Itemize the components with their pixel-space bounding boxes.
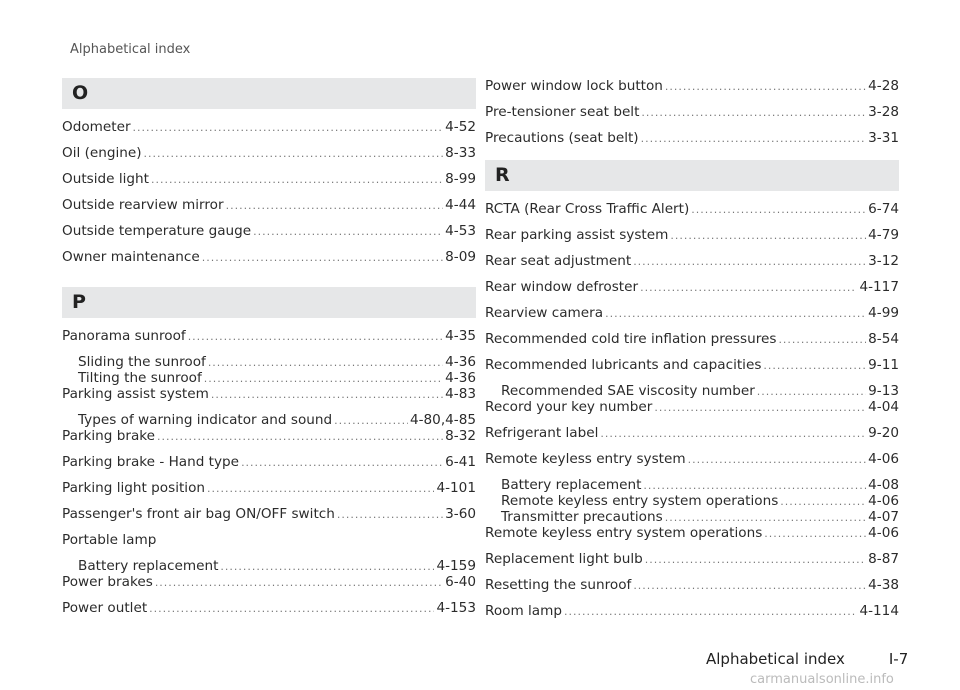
index-entry-page: 4-80,4-85: [409, 412, 476, 428]
index-entry-page: 4-06: [868, 451, 899, 467]
dot-leader: [641, 132, 867, 145]
index-entry-label: Remote keyless entry system: [485, 451, 686, 467]
index-entry-label: Parking brake: [62, 428, 156, 444]
index-entry: [485, 279, 899, 305]
index-entry-page: 8-32: [445, 428, 476, 444]
dot-leader: [670, 229, 866, 242]
index-entry: [62, 171, 476, 197]
index-entry-page: 4-06: [868, 525, 899, 541]
index-entry-page: 8-87: [868, 551, 899, 567]
watermark: carmanualsonline.info: [750, 672, 894, 687]
index-entry-label: Odometer: [62, 119, 131, 135]
dot-leader: [764, 527, 866, 540]
index-entry: [485, 383, 899, 399]
index-entry: [485, 78, 899, 104]
dot-leader: [211, 388, 443, 401]
index-entry: [485, 425, 899, 451]
dot-leader: [334, 414, 408, 427]
index-entry-label: Power outlet: [62, 600, 148, 616]
index-entry-page: 4-36: [445, 370, 476, 386]
index-entry-page: 4-04: [868, 399, 899, 415]
index-entry-label: Power brakes: [62, 574, 153, 590]
dot-leader: [188, 330, 443, 343]
index-entry: [485, 493, 899, 509]
index-entry: [485, 201, 899, 227]
index-entry-label: Recommended SAE viscosity number: [501, 383, 755, 399]
index-entry-label: Power window lock button: [485, 78, 663, 94]
section-letter-p: P: [62, 287, 476, 318]
index-entry-label: Rear parking assist system: [485, 227, 669, 243]
index-entry-label: Transmitter precautions: [501, 509, 663, 525]
index-entry: [485, 509, 899, 525]
index-entry-page: 3-60: [445, 506, 476, 522]
index-entry-page: 4-07: [868, 509, 899, 525]
left-column: [62, 78, 476, 626]
index-entry-page: 4-38: [868, 577, 899, 593]
section-letter-o: O: [62, 78, 476, 109]
index-entry-label: Oil (engine): [62, 145, 142, 161]
index-entry-label: Room lamp: [485, 603, 563, 619]
index-entry-label: Owner maintenance: [62, 249, 200, 265]
index-entry-page: 4-06: [868, 493, 899, 509]
index-entry-page: 4-83: [445, 386, 476, 402]
footer-title: Alphabetical index: [706, 650, 845, 668]
dot-leader: [643, 479, 866, 492]
dot-leader: [202, 251, 443, 264]
right-column: [485, 78, 899, 629]
index-entry: [485, 451, 899, 477]
index-entry-label: Outside temperature gauge: [62, 223, 252, 239]
index-entry-label: Parking light position: [62, 480, 206, 496]
index-entry-label: Pre-tensioner seat belt: [485, 104, 640, 120]
page-number: I-7: [888, 650, 909, 668]
index-entry-page: 8-99: [445, 171, 476, 187]
index-entry-label: Precautions (seat belt): [485, 130, 639, 146]
dot-leader: [207, 482, 434, 495]
index-entry-label: Parking assist system: [62, 386, 209, 402]
index-entry-label: Rear seat adjustment: [485, 253, 632, 269]
index-entry-label: Recommended lubricants and capacities: [485, 357, 762, 373]
index-entry: [62, 249, 476, 275]
dot-leader: [133, 121, 444, 134]
index-entry: [62, 370, 476, 386]
section-letter-r: R: [485, 160, 899, 191]
index-entry-label: Rear window defroster: [485, 279, 639, 295]
dot-leader: [241, 456, 443, 469]
index-entry: [62, 197, 476, 223]
dot-leader: [780, 495, 866, 508]
index-entry-label: Outside rearview mirror: [62, 197, 224, 213]
index-entry: [485, 253, 899, 279]
dot-leader: [778, 333, 866, 346]
index-entry-label: Tilting the sunroof: [78, 370, 202, 386]
index-entry: [485, 130, 899, 156]
index-entry-page: 8-33: [445, 145, 476, 161]
index-entry: [485, 357, 899, 383]
index-entry-page: 4-36: [445, 354, 476, 370]
index-entry: [62, 600, 476, 626]
index-entry: [485, 227, 899, 253]
index-entry: [62, 480, 476, 506]
section-entries-p-continued: [485, 78, 899, 156]
dot-leader: [155, 576, 443, 589]
index-entry: [485, 104, 899, 130]
index-entry-label: Panorama sunroof: [62, 328, 186, 344]
dot-leader: [605, 307, 866, 320]
dot-leader: [144, 147, 444, 160]
index-entry: [485, 603, 899, 629]
index-entry-page: 4-153: [436, 600, 476, 616]
dot-leader: [253, 225, 443, 238]
dot-leader: [151, 173, 443, 186]
dot-leader: [600, 427, 866, 440]
index-entry-page: 9-11: [868, 357, 899, 373]
dot-leader: [337, 508, 443, 521]
index-entry-page: 6-41: [445, 454, 476, 470]
index-entry-label: Types of warning indicator and sound: [78, 412, 333, 428]
index-entry-page: 3-31: [868, 130, 899, 146]
index-entry-page: 4-101: [436, 480, 476, 496]
index-entry-page: 4-44: [445, 197, 476, 213]
index-entry-label: Sliding the sunroof: [78, 354, 206, 370]
dot-leader: [640, 281, 857, 294]
dot-leader: [208, 356, 443, 369]
index-entry-page: 4-52: [445, 119, 476, 135]
index-entry: [62, 532, 476, 558]
section-entries-p: [62, 318, 476, 626]
index-entry-page: 9-13: [868, 383, 899, 399]
index-entry-label: Passenger's front air bag ON/OFF switch: [62, 506, 335, 522]
dot-leader: [633, 255, 866, 268]
index-entry-label: Remote keyless entry system operations: [485, 525, 763, 541]
index-entry: [485, 477, 899, 493]
index-entry-page: 3-12: [868, 253, 899, 269]
dot-leader: [645, 553, 866, 566]
index-entry-label: Outside light: [62, 171, 149, 187]
dot-leader: [157, 430, 443, 443]
index-entry: [62, 223, 476, 249]
index-entry-label: Parking brake - Hand type: [62, 454, 240, 470]
index-entry: [485, 305, 899, 331]
index-entry-page: 8-09: [445, 249, 476, 265]
index-entry: [485, 577, 899, 603]
index-entry-label: Battery replacement: [78, 558, 219, 574]
index-entry-label: Replacement light bulb: [485, 551, 643, 567]
index-entry: [485, 399, 899, 425]
index-entry: [62, 428, 476, 454]
dot-leader: [226, 199, 444, 212]
index-entry-page: 8-54: [868, 331, 899, 347]
dot-leader: [654, 401, 866, 414]
dot-leader: [633, 579, 866, 592]
index-entry-page: 4-08: [868, 477, 899, 493]
index-entry-page: 4-35: [445, 328, 476, 344]
running-header: Alphabetical index: [70, 42, 191, 57]
section-entries-o: [62, 109, 476, 275]
dot-leader: [688, 453, 867, 466]
index-entry-page: 4-28: [868, 78, 899, 94]
index-entry-page: 4-99: [868, 305, 899, 321]
dot-leader: [665, 511, 866, 524]
page-footer: [706, 650, 908, 668]
index-entry-label: Record your key number: [485, 399, 653, 415]
index-entry-label: Resetting the sunroof: [485, 577, 632, 593]
index-entry: [62, 506, 476, 532]
index-entry-label: Remote keyless entry system operations: [501, 493, 779, 509]
dot-leader: [641, 106, 866, 119]
dot-leader: [220, 560, 434, 573]
index-entry-label: Recommended cold tire inflation pressures: [485, 331, 777, 347]
index-entry-page: 4-114: [859, 603, 899, 619]
index-entry: [62, 145, 476, 171]
index-entry: [62, 328, 476, 354]
index-entry-page: 4-79: [868, 227, 899, 243]
index-entry: [62, 454, 476, 480]
index-entry-label: Rearview camera: [485, 305, 604, 321]
index-entry: [62, 386, 476, 412]
index-entry-page: 4-53: [445, 223, 476, 239]
index-entry: [62, 354, 476, 370]
index-entry-page: 9-20: [868, 425, 899, 441]
index-entry: [485, 331, 899, 357]
index-entry: [62, 412, 476, 428]
index-entry-page: 4-159: [436, 558, 476, 574]
index-entry-label: Battery replacement: [501, 477, 642, 493]
index-entry: [62, 558, 476, 574]
index-entry: [485, 525, 899, 551]
index-entry: [62, 119, 476, 145]
index-entry-label: Portable lamp: [62, 532, 157, 548]
dot-leader: [204, 372, 443, 385]
index-entry-page: 3-28: [868, 104, 899, 120]
index-entry-page: 6-40: [445, 574, 476, 590]
index-entry-label: Refrigerant label: [485, 425, 599, 441]
index-entry-page: 6-74: [868, 201, 899, 217]
dot-leader: [757, 385, 866, 398]
index-entry: [485, 551, 899, 577]
section-entries-r: [485, 191, 899, 629]
dot-leader: [149, 602, 434, 615]
dot-leader: [564, 605, 857, 618]
index-entry: [62, 574, 476, 600]
dot-leader: [763, 359, 866, 372]
index-entry-label: RCTA (Rear Cross Traffic Alert): [485, 201, 690, 217]
dot-leader: [665, 80, 866, 93]
index-entry-page: 4-117: [859, 279, 899, 295]
dot-leader: [691, 203, 866, 216]
